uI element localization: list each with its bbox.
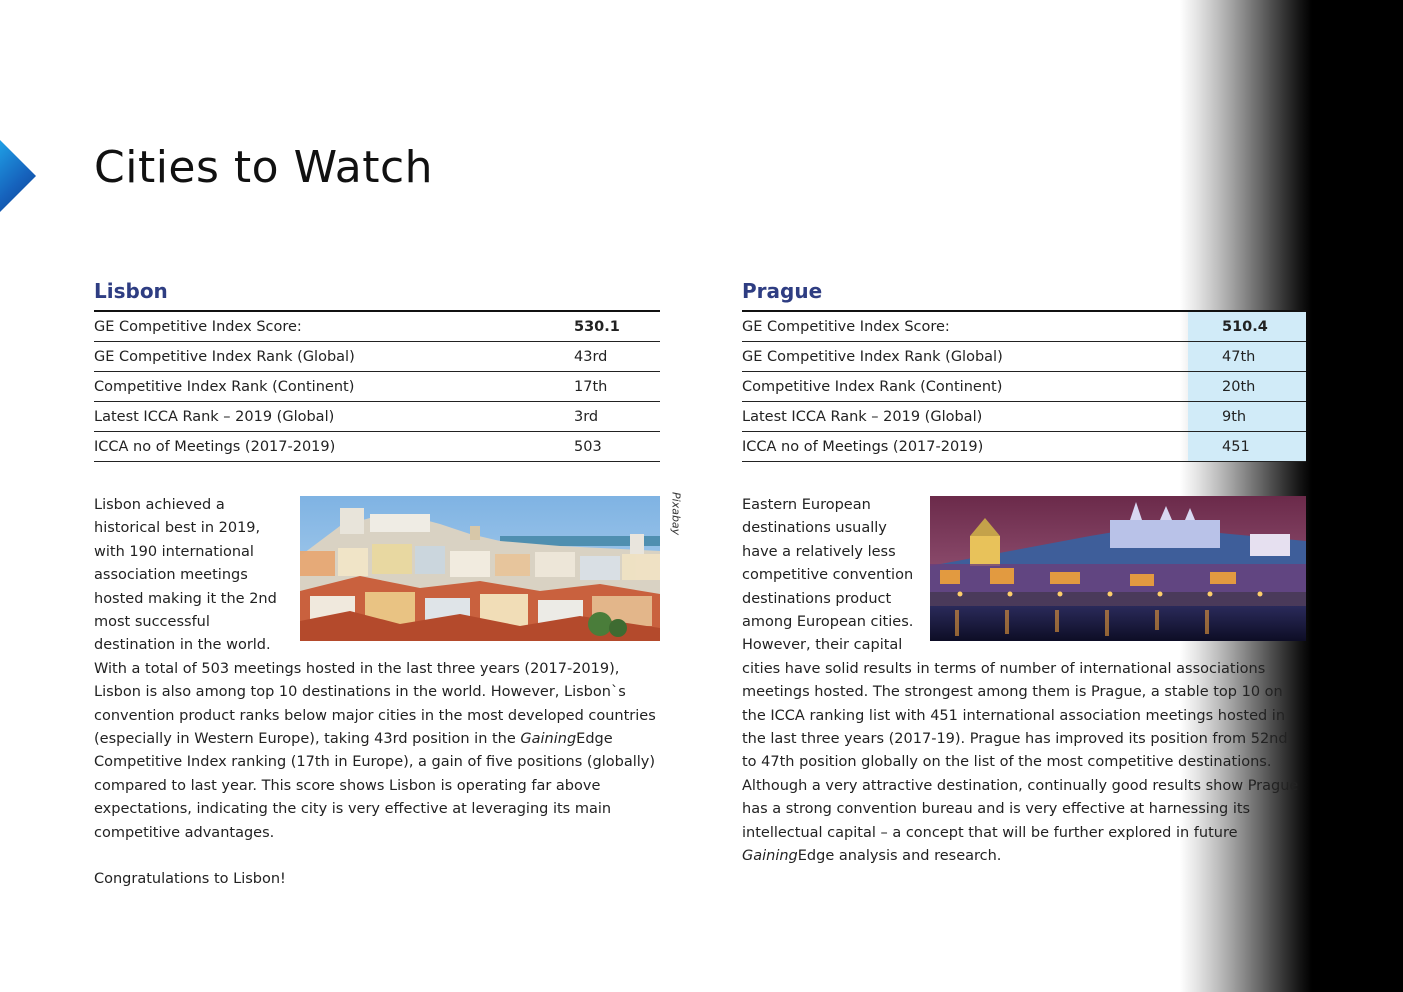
table-row <box>742 402 1306 432</box>
table-row <box>742 372 1306 402</box>
stat-label: GE Competitive Index Score: <box>94 311 574 342</box>
table-row <box>94 432 660 462</box>
lisbon-closing: Congratulations to Lisbon! <box>94 871 286 888</box>
stat-value: 20th <box>1188 372 1306 402</box>
stat-label: ICCA no of Meetings (2017-2019) <box>742 432 1188 462</box>
table-row <box>94 311 660 342</box>
chevron-right-icon <box>0 140 36 212</box>
table-row <box>94 372 660 402</box>
prague-heading: Prague <box>742 279 823 303</box>
stat-label: GE Competitive Index Rank (Global) <box>94 342 574 372</box>
prague-paragraph: Eastern European destinations usually have a relatively less competitive convention destinations product among European cities. However, their capital cities have solid results in terms of number of international associations meetings hosted. The strongest among them is Prague, a stable top 10 on the ICCA ranking list with 451 international association meetings hosted in the last three years (2017-19). Prague has improved its position from 52nd to 47th position globally on the list of the most competitive destinations. Although a very attractive destination, continually good results show Prague has a strong convention bureau and is very effective at harnessing its intellectual capital – a concept that will be further explored in future GainingEdge analysis and research. <box>742 497 1299 865</box>
lisbon-paragraph: Lisbon achieved a historical best in 2019, with 190 international association meetings hosted making it the 2nd most successful destination in the world. With a total of 503 meetings hosted in the last three years (2017-2019), Lisbon is also among top 10 destinations in the world. However, Lisbon`s convention product ranks below major cities in the most developed countries (especially in Western Europe), taking 43rd position in the GainingEdge Competitive Index ranking (17th in Europe), a gain of five positions (globally) compared to last year. This score shows Lisbon is operating far above expectations, indicating the city is very effective at leveraging its main competitive advantages. <box>94 497 656 841</box>
table-row <box>742 311 1306 342</box>
prague-section <box>742 276 1306 869</box>
lisbon-stats-table <box>94 310 660 462</box>
lisbon-heading: Lisbon <box>94 279 168 303</box>
stat-value: 17th <box>574 372 660 402</box>
stat-value: 47th <box>1188 342 1306 372</box>
page-title: Cities to Watch <box>94 142 434 193</box>
prague-castle-night-image <box>930 496 1306 641</box>
lisbon-body <box>94 492 683 892</box>
stat-value: 510.4 <box>1188 311 1306 342</box>
stat-label: Competitive Index Rank (Continent) <box>94 372 574 402</box>
stat-label: ICCA no of Meetings (2017-2019) <box>94 432 574 462</box>
stat-value: 451 <box>1188 432 1306 462</box>
stat-label: Latest ICCA Rank – 2019 (Global) <box>94 402 574 432</box>
table-row <box>742 342 1306 372</box>
stat-value: 43rd <box>574 342 660 372</box>
stat-label: GE Competitive Index Score: <box>742 311 1188 342</box>
prague-body <box>742 494 1306 869</box>
stat-value: 9th <box>1188 402 1306 432</box>
stat-value: 530.1 <box>574 311 660 342</box>
stat-value: 3rd <box>574 402 660 432</box>
stat-value: 503 <box>574 432 660 462</box>
lisbon-section <box>94 276 683 892</box>
table-row <box>94 402 660 432</box>
stat-label: Latest ICCA Rank – 2019 (Global) <box>742 402 1188 432</box>
stat-label: Competitive Index Rank (Continent) <box>742 372 1188 402</box>
lisbon-cityscape-image <box>300 496 660 641</box>
photo-credit: Pixabay <box>669 492 683 536</box>
prague-photo <box>930 496 1306 641</box>
table-row <box>742 432 1306 462</box>
prague-stats-table <box>742 310 1306 462</box>
stat-label: GE Competitive Index Rank (Global) <box>742 342 1188 372</box>
lisbon-photo <box>300 492 683 641</box>
table-row <box>94 342 660 372</box>
